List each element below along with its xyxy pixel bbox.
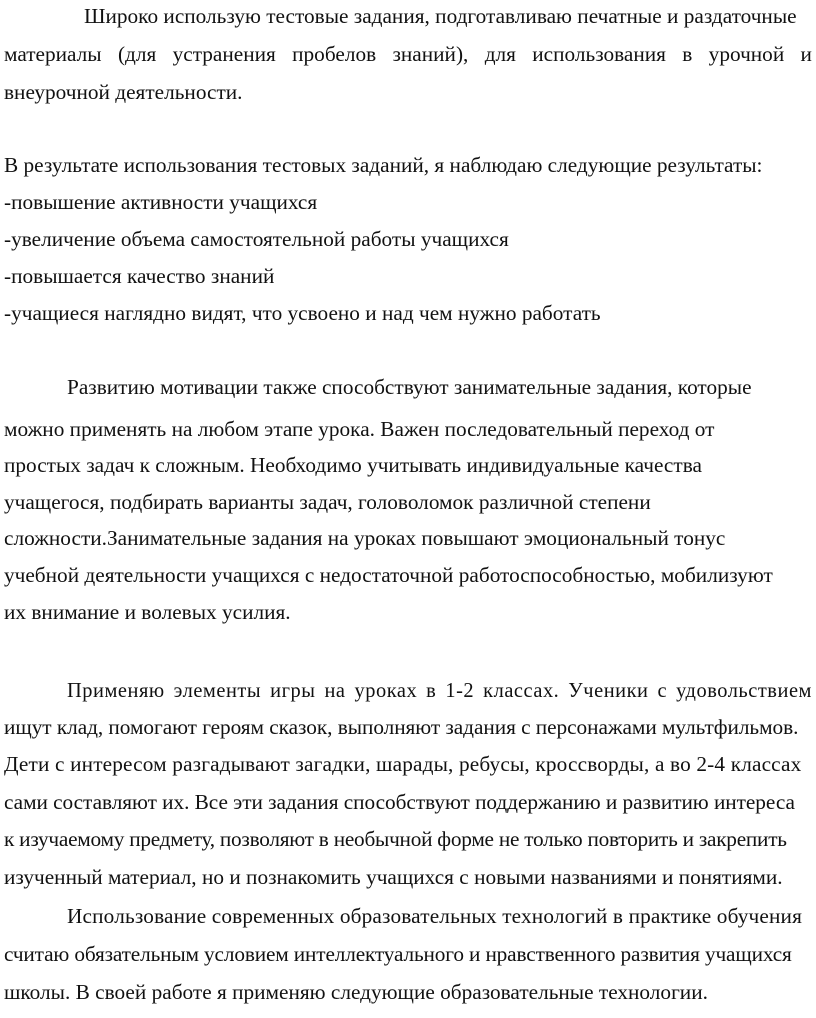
results-item: -повышение активности учащихся xyxy=(4,190,318,214)
paragraph1-line1: Широко использую тестовые задания, подготавливаю печатные и раздаточные xyxy=(84,4,797,28)
paragraph5-line: считаю обязательным условием интеллектуального и нравственного развития учащихся xyxy=(4,942,792,966)
word: и xyxy=(800,42,812,66)
paragraph4-line: сами составляют их. Все эти задания способствуют поддержанию и развитию интереса xyxy=(4,790,795,814)
paragraph4-line: ищут клад, помогают героям сказок, выполняют задания с персонажами мультфильмов. xyxy=(4,715,799,739)
word: урочной xyxy=(708,42,785,66)
results-item: -учащиеся наглядно видят, что усвоено и над чем нужно работать xyxy=(4,301,601,325)
paragraph3-line: учебной деятельности учащихся с недостаточной работоспособностью, мобилизуют xyxy=(4,563,773,587)
paragraph3-line: Развитию мотивации также способствуют занимательные задания, которые xyxy=(67,375,752,399)
word: в xyxy=(682,42,693,66)
paragraph1-line2 xyxy=(4,44,812,65)
results-item: -увеличение объема самостоятельной работы учащихся xyxy=(4,227,509,251)
paragraph4-line: Дети с интересом разгадывают загадки, шарады, ребусы, кроссворды, а во 2-4 классах xyxy=(4,752,802,776)
word: использования xyxy=(532,42,666,66)
paragraph3-line: их внимание и волевых усилия. xyxy=(4,600,291,624)
paragraph4-line: изученный материал, но и познакомить учащихся с новыми названиями и понятиями. xyxy=(4,865,783,889)
results-item: -повышается качество знаний xyxy=(4,264,275,288)
paragraph3-line: можно применять на любом этапе урока. Важен последовательный переход от xyxy=(4,417,715,441)
paragraph3-line: учащегося, подбирать варианты задач, головоломок различной степени xyxy=(4,490,651,514)
paragraph3-line: сложности.Занимательные задания на уроках повышают эмоциональный тонус xyxy=(4,526,726,550)
word: (для xyxy=(117,42,157,66)
word: устранения xyxy=(172,42,276,66)
paragraph4-line: Применяю элементы игры на уроках в 1-2 классах. Ученики с удовольствием xyxy=(67,678,812,702)
paragraph4-line: к изучаемому предмету, позволяют в необычной форме не только повторить и закрепить xyxy=(4,827,787,851)
paragraph5-line: школы. В своей работе я применяю следующие образовательные технологии. xyxy=(4,980,708,1004)
paragraph5-line: Использование современных образовательных технологий в практике обучения xyxy=(67,904,803,928)
word: знаний), xyxy=(392,42,469,66)
word: материалы xyxy=(4,42,102,66)
paragraph3-line: простых задач к сложным. Необходимо учитывать индивидуальные качества xyxy=(4,453,702,477)
paragraph1-line3: внеурочной деятельности. xyxy=(4,80,243,104)
word: для xyxy=(484,42,516,66)
results-intro: В результате использования тестовых заданий, я наблюдаю следующие результаты: xyxy=(4,153,763,177)
word: пробелов xyxy=(292,42,377,66)
